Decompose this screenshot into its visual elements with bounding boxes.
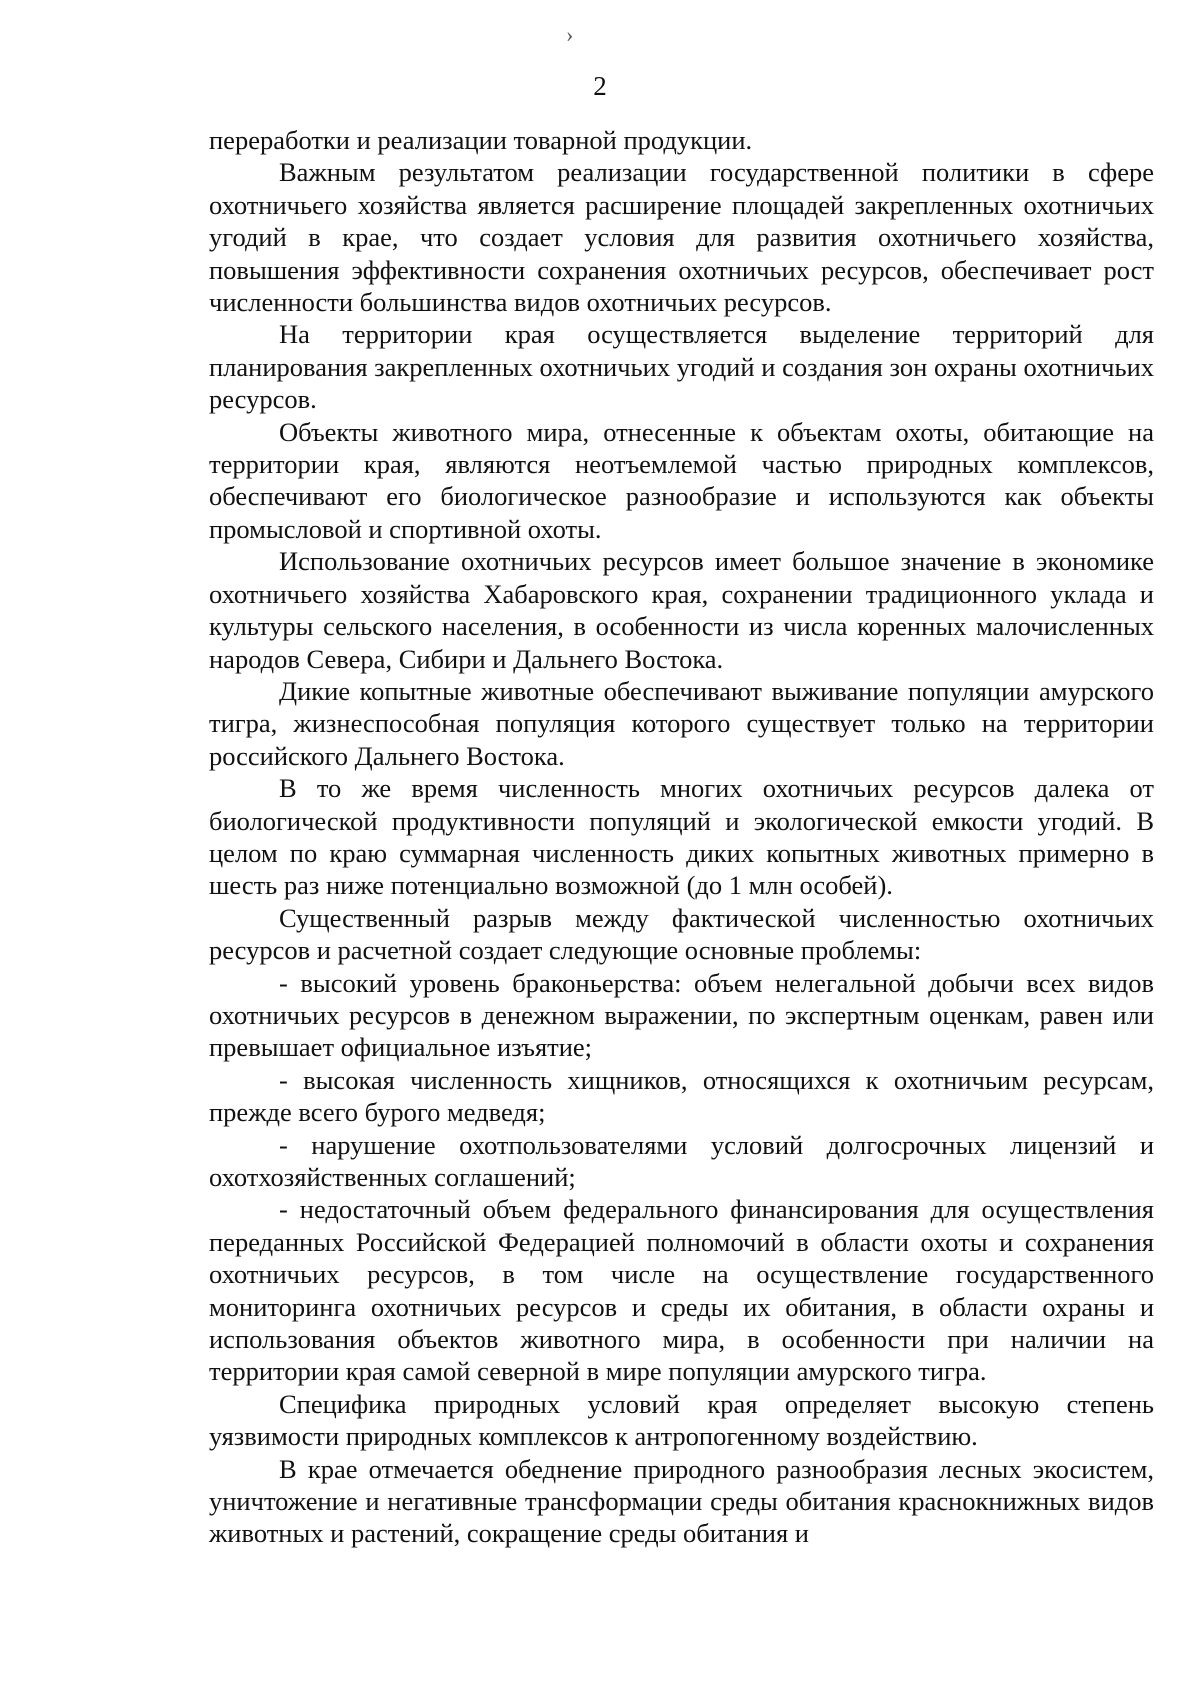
paragraph: Объекты животного мира, отнесенные к объектам охоты, обитающие на территории края, являются неотъемлемой частью природных комплексов, обеспечивают его биологическое разнообразие и используются как объекты промысловой и спортивной охоты. [209,416,1154,544]
paragraph: В крае отмечается обеднение природного разнообразия лесных экосистем, уничтожение и негативные трансформации среды обитания краснокнижных видов животных и растений, сокращение среды обитания и [209,1453,1154,1549]
list-item: - нарушение охотпользователями условий долгосрочных лицензий и охотхозяйственных соглашений; [209,1129,1154,1192]
scan-mark: › [566,22,574,47]
paragraph: Существенный разрыв между фактической численностью охотничьих ресурсов и расчетной создает следующие основные проблемы: [209,902,1154,966]
paragraph: Использование охотничьих ресурсов имеет большое значение в экономике охотничьего хозяйства Хабаровского края, сохранении традиционного уклада и культуры сельского населения, в особенности из числа коренных малочисленных народов Севера, Сибири и Дальнего Востока. [209,546,1154,674]
paragraph: Специфика природных условий края определяет высокую степень уязвимости природных комплексов к антропогенному воздействию. [209,1388,1154,1452]
list-item: - высокая численность хищников, относящихся к охотничьим ресурсам, прежде всего бурого медведя; [209,1064,1154,1128]
paragraph: На территории края осуществляется выделение территорий для планирования закрепленных охотничьих угодий и создания зон охраны охотничьих ресурсов. [209,319,1154,415]
list-item: - недостаточный объем федерального финансирования для осуществления переданных Российской Федерацией полномочий в области охоты и сохранения охотничьих ресурсов, в том числе на осуществление государственного мониторинга охотничьих ресурсов и среды их обитания, в области охраны и использования объектов животного мира, в особенности при наличии на территории края самой северной в мире популяции амурского тигра. [209,1194,1154,1387]
paragraph: Дикие копытные животные обеспечивают выживание популяции амурского тигра, жизнеспособная популяция которого существует только на территории российского Дальнего Востока. [209,675,1154,771]
paragraph: Важным результатом реализации государственной политики в сфере охотничьего хозяйства является расширение площадей закрепленных охотничьих угодий в крае, что создает условия для развития охотничьего хозяйства, повышения эффективности сохранения охотничьих ресурсов, обеспечивает рост численности большинства видов охотничьих ресурсов. [209,157,1154,318]
paragraph: В то же время численность многих охотничьих ресурсов далека от биологической продуктивности популяций и экологической емкости угодий. В целом по краю суммарная численность диких копытных животных примерно в шесть раз ниже потенциально возможной (до 1 млн особей). [209,773,1154,901]
paragraph: переработки и реализации товарной продукции. [209,125,753,155]
page-number: 2 [593,71,607,101]
document-body [209,124,1154,1550]
list-item: - высокий уровень браконьерства: объем нелегальной добычи всех видов охотничьих ресурсов в денежном выражении, по экспертным оценкам, равен или превышает официальное изъятие; [209,967,1154,1063]
